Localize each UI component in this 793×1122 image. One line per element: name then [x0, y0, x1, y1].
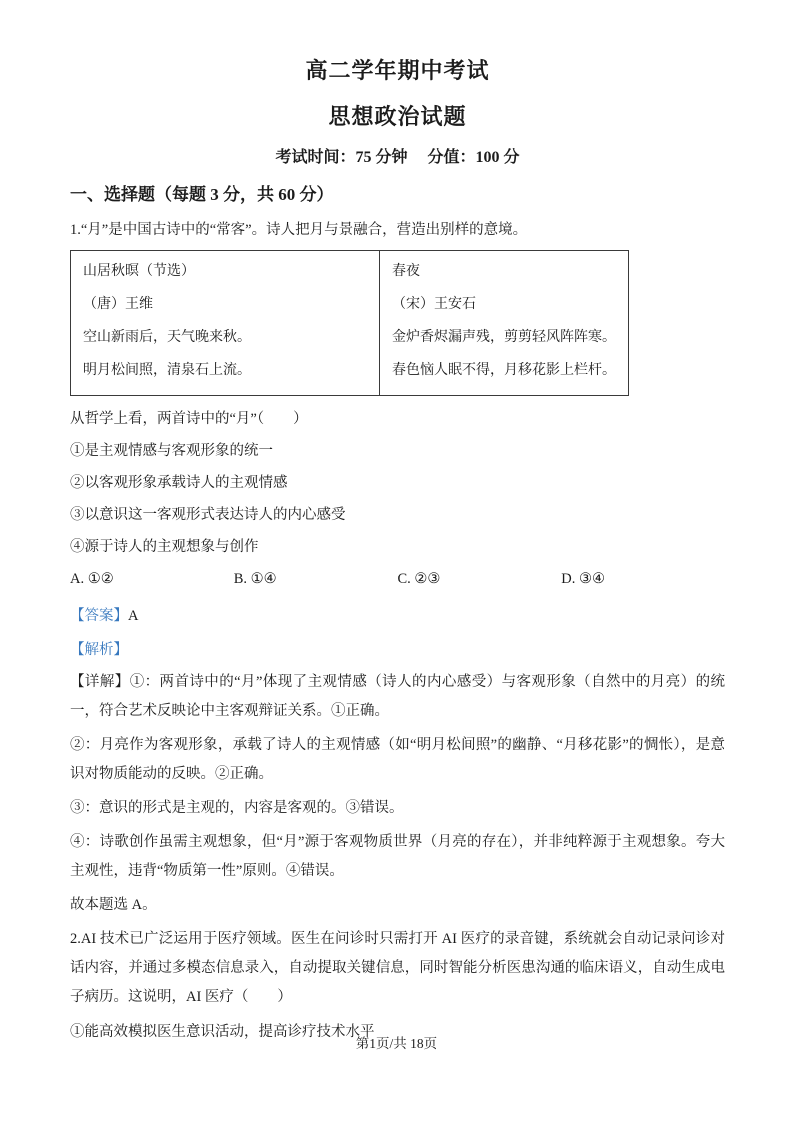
- section-heading-multiple-choice: 一、选择题（每题 3 分，共 60 分）: [70, 185, 334, 204]
- poem-right-author: （宋）王安石: [392, 297, 476, 312]
- poem-right-line-1: 金炉香烬漏声残，剪剪轻风阵阵寒。: [392, 330, 616, 345]
- poem-right-line-2: 春色恼人眠不得，月移花影上栏杆。: [392, 363, 616, 378]
- detail-conclusion: 故本题选 A。: [70, 897, 157, 913]
- table-row: [71, 251, 629, 396]
- option-c: C. ②③: [397, 571, 441, 587]
- poem-cell-left: [71, 251, 380, 396]
- poem-left-title: 山居秋暝（节选）: [83, 264, 195, 279]
- detail-paragraph-3: ③：意识的形式是主观的，内容是客观的。③错误。: [70, 800, 404, 816]
- exam-subtitle: 思想政治试题: [328, 104, 467, 129]
- option-b: B. ①④: [233, 571, 277, 587]
- page-number-footer: 第1页/共 18页: [355, 1036, 438, 1051]
- detail-paragraph-4: ④：诗歌创作虽需主观想象，但“月”源于客观物质世界（月亮的存在），并非纯粹源于主观想象。夸大主观性，违背“物质第一性”原则。④错误。: [70, 834, 725, 879]
- poem-left-line-2: 明月松间照，清泉石上流。: [83, 363, 251, 378]
- question-1-statement-3: ③以意识这一客观形式表达诗人的内心感受: [70, 507, 346, 523]
- analysis-line: [70, 634, 725, 666]
- question-2-statement-1: ①能高效模拟医生意识活动，提高诊疗技术水平: [70, 1024, 375, 1040]
- question-1-prompt: 从哲学上看，两首诗中的“月”（ ）: [70, 411, 308, 427]
- answer-label: 【答案】: [70, 608, 128, 624]
- answer-value: A: [128, 608, 139, 624]
- poem-cell-right: [380, 251, 629, 396]
- detail-paragraph-2: ②：月亮作为客观形象，承载了诗人的主观情感（如“明月松间照”的幽静、“月移花影”的惆怅），是意识对物质能动的反映。②正确。: [70, 737, 725, 782]
- poem-comparison-table: [70, 250, 629, 396]
- poem-left-line-1: 空山新雨后，天气晚来秋。: [83, 330, 251, 345]
- option-d: D. ③④: [561, 571, 605, 587]
- question-1-statement-4: ④源于诗人的主观想象与创作: [70, 539, 259, 555]
- analysis-label: 【解析】: [70, 642, 128, 658]
- question-1-statement-1: ①是主观情感与客观形象的统一: [70, 443, 273, 459]
- exam-info-line: 考试时间：75 分钟 分值：100 分: [275, 149, 520, 166]
- question-1-statement-2: ②以客观形象承载诗人的主观情感: [70, 475, 288, 491]
- question-2-stem: 2.AI 技术已广泛运用于医疗领域。医生在问诊时只需打开 AI 医疗的录音键，系统就会自动记录问诊对话内容，并通过多模态信息录入，自动提取关键信息，同时智能分析医患沟通的临床语义，自动生成电子病历。这说明，AI 医疗（ ）: [70, 931, 725, 1005]
- poem-right-title: 春夜: [392, 264, 420, 279]
- question-1-options-row: [70, 564, 725, 594]
- answer-line: [70, 600, 725, 632]
- detail-paragraph-1: 【详解】①：两首诗中的“月”体现了主观情感（诗人的内心感受）与客观形象（自然中的月亮）的统一，符合艺术反映论中主客观辩证关系。①正确。: [70, 674, 725, 719]
- poem-left-author: （唐）王维: [83, 297, 153, 312]
- question-1-stem: 1.“月”是中国古诗中的“常客”。诗人把月与景融合，营造出别样的意境。: [70, 222, 528, 238]
- option-a: A. ①②: [70, 571, 114, 587]
- exam-title: 高二学年期中考试: [305, 58, 490, 83]
